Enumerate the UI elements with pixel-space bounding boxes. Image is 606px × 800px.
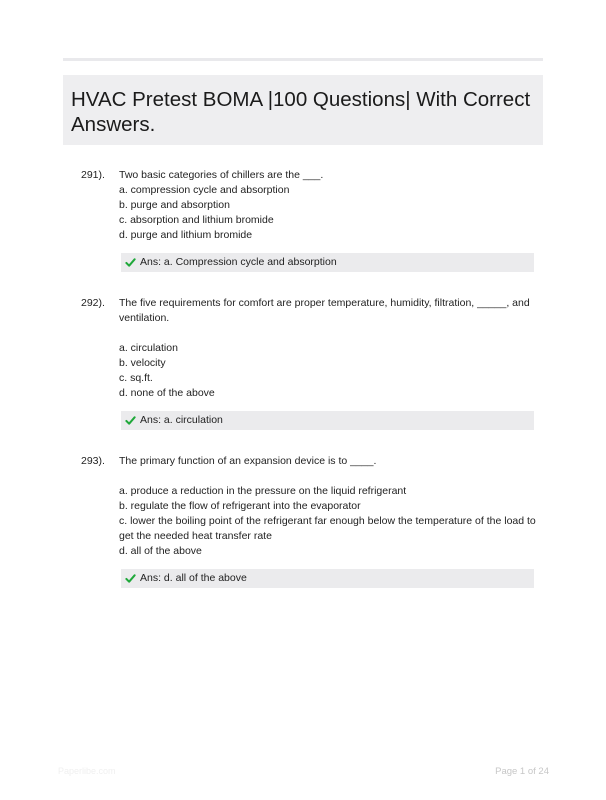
title-banner — [63, 75, 543, 145]
question-text: The five requirements for comfort are proper temperature, humidity, filtration, _____, and ventilation. — [119, 297, 530, 324]
answer-text: Ans: a. Compression cycle and absorption — [140, 256, 337, 268]
question-number: 292). — [81, 297, 105, 309]
option-item: d. purge and lithium bromide — [119, 229, 253, 241]
page-number: Page 1 of 24 — [495, 766, 549, 777]
option-item: b. velocity — [119, 357, 166, 369]
check-icon — [125, 257, 136, 268]
top-divider — [63, 58, 543, 61]
answer-bar — [121, 569, 534, 588]
option-list — [119, 484, 541, 559]
question-block — [81, 454, 541, 588]
question-text: The primary function of an expansion device is to ____. — [119, 455, 377, 467]
question-number: 291). — [81, 169, 105, 181]
option-item: d. none of the above — [119, 387, 215, 399]
question-number: 293). — [81, 455, 105, 467]
option-list — [119, 183, 541, 243]
option-item: b. regulate the flow of refrigerant into the evaporator — [119, 500, 361, 512]
check-icon — [125, 415, 136, 426]
footer-source: Paperlibe.com — [58, 766, 116, 776]
option-item: a. circulation — [119, 342, 178, 354]
question-block — [81, 168, 541, 272]
option-item: c. absorption and lithium bromide — [119, 214, 274, 226]
option-list — [119, 341, 541, 401]
option-item: b. purge and absorption — [119, 199, 230, 211]
option-item: d. all of the above — [119, 545, 202, 557]
answer-bar — [121, 253, 534, 272]
document-title: HVAC Pretest BOMA |100 Questions| With Correct Answers. — [71, 88, 531, 136]
question-text: Two basic categories of chillers are the ___. — [119, 169, 324, 181]
question-block — [81, 296, 541, 430]
option-item: c. lower the boiling point of the refrigerant far enough below the temperature of the load to get the needed heat transfer rate — [119, 515, 536, 542]
option-item: c. sq.ft. — [119, 372, 153, 384]
answer-bar — [121, 411, 534, 430]
answer-text: Ans: d. all of the above — [140, 572, 247, 584]
option-item: a. compression cycle and absorption — [119, 184, 290, 196]
check-icon — [125, 573, 136, 584]
answer-text: Ans: a. circulation — [140, 414, 223, 426]
option-item: a. produce a reduction in the pressure on the liquid refrigerant — [119, 485, 407, 497]
